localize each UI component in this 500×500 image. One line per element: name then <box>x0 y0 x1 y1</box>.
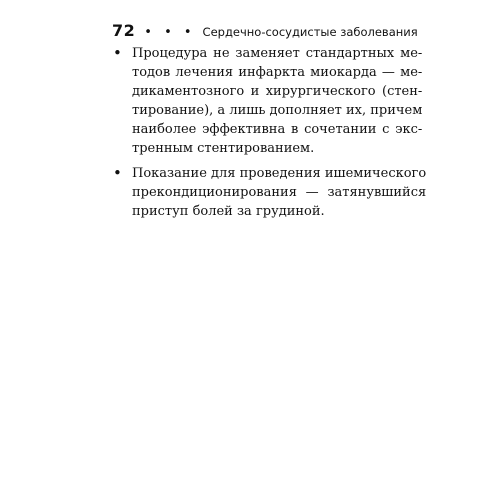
paragraph-1 <box>132 44 422 158</box>
running-head <box>112 21 418 40</box>
paragraph-2 <box>132 164 426 221</box>
text-line: дикаментозного и хирургического (стен- <box>132 84 423 99</box>
header-separator-dots: • • • <box>144 25 196 40</box>
text-line: тодов лечения инфаркта миокарда — ме- <box>132 65 423 80</box>
bullet-icon: • <box>113 44 122 62</box>
list-item <box>113 164 427 221</box>
text-line: тирование), а лишь дополняет их, причем <box>132 103 423 118</box>
body-text <box>113 44 427 227</box>
section-title: Сердечно-сосудистые заболевания <box>202 25 418 39</box>
text-line: Показание для проведения ишемического <box>132 166 427 181</box>
text-line: прекондиционирования — затянувшийся <box>132 185 427 200</box>
text-line: Процедура не заменяет стандартных ме- <box>132 46 423 61</box>
bullet-icon: • <box>113 164 122 182</box>
text-line: приступ болей за грудиной. <box>132 204 325 219</box>
list-item <box>113 44 423 158</box>
page-number: 72 <box>112 21 136 40</box>
text-line: наиболее эффективна в сочетании с экс- <box>132 122 423 137</box>
text-line: тренным стентированием. <box>132 141 315 156</box>
